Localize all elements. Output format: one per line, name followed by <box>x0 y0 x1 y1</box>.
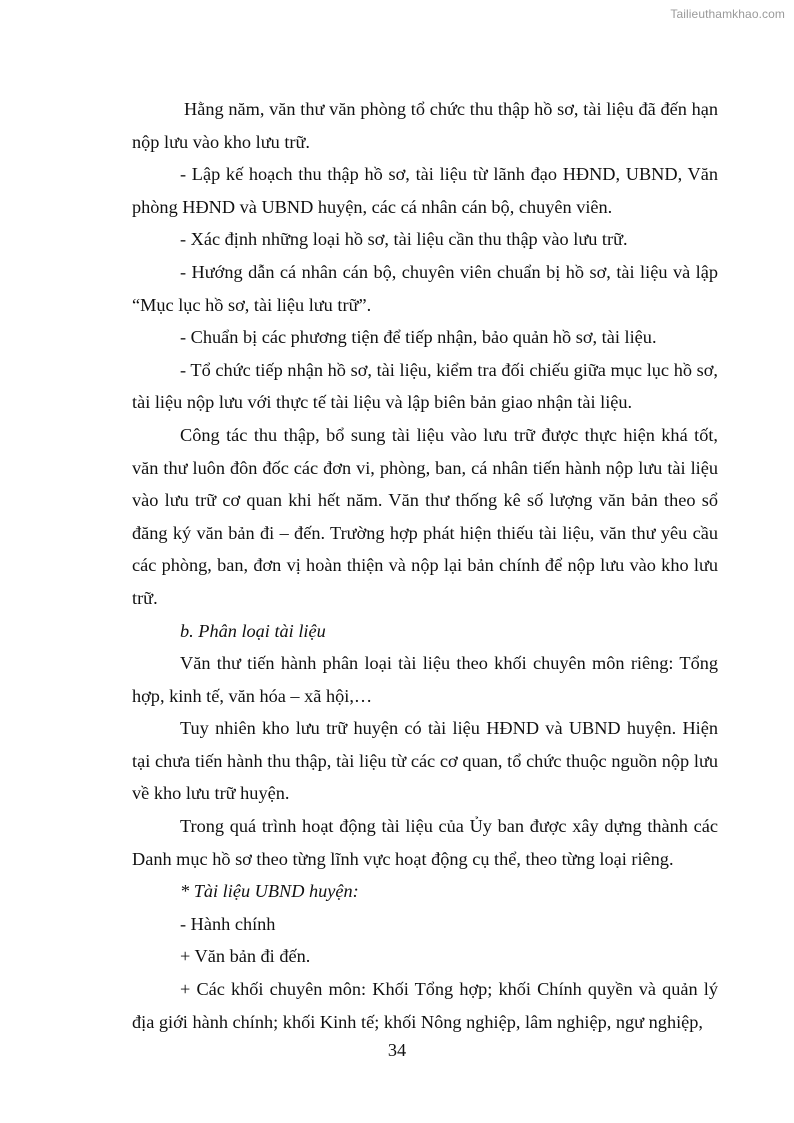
page-body <box>132 93 718 1038</box>
paragraph-bullet-plan: - Lập kế hoạch thu thập hồ sơ, tài liệu từ lãnh đạo HĐND, UBND, Văn phòng HĐND và UBND huyện, các cá nhân cán bộ, chuyên viên. <box>132 164 718 217</box>
paragraph-catalogue: Trong quá trình hoạt động tài liệu của Ủy ban được xây dựng thành các Danh mục hồ sơ theo từng lĩnh vực hoạt động cụ thể, theo từng loại riêng. <box>132 816 718 869</box>
list-item-specialized-blocks: + Các khối chuyên môn: Khối Tổng hợp; khối Chính quyền và quản lý địa giới hành chính; khối Kinh tế; khối Nông nghiệp, lâm nghiệp, ngư nghiệp, <box>132 979 718 1032</box>
list-item-administration: - Hành chính <box>180 913 276 934</box>
subheading-ubnd-documents: * Tài liệu UBND huyện: <box>180 881 359 902</box>
watermark: Tailieuthamkhao.com <box>670 7 785 21</box>
list-item-incoming-outgoing: + Văn bản đi đến. <box>180 946 311 967</box>
paragraph-archive-status: Tuy nhiên kho lưu trữ huyện có tài liệu HĐND và UBND huyện. Hiện tại chưa tiến hành thu thập, tài liệu từ các cơ quan, tổ chức thuộc nguồn nộp lưu về kho lưu trữ huyện. <box>132 718 718 804</box>
paragraph-classification: Văn thư tiến hành phân loại tài liệu theo khối chuyên môn riêng: Tổng hợp, kinh tế, văn hóa – xã hội,… <box>132 653 718 706</box>
paragraph-bullet-guide: - Hướng dẫn cá nhân cán bộ, chuyên viên chuẩn bị hồ sơ, tài liệu và lập “Mục lục hồ sơ, tài liệu lưu trữ”. <box>132 261 718 315</box>
paragraph-collection-work: Công tác thu thập, bổ sung tài liệu vào lưu trữ được thực hiện khá tốt, văn thư luôn đôn đốc các đơn vi, phòng, ban, cá nhân tiến hành nộp lưu tài liệu vào lưu trữ cơ quan khi hết năm. Văn thư thống kê số lượng văn bản theo sổ đăng ký văn bản đi – đến. Trường hợp phát hiện thiếu tài liệu, văn thư yêu cầu các phòng, ban, đơn vị hoàn thiện và nộp lại bản chính để nộp lưu vào kho lưu trữ. <box>132 424 718 608</box>
paragraph-intro: Hằng năm, văn thư văn phòng tổ chức thu thập hồ sơ, tài liệu đã đến hạn nộp lưu vào kho lưu trữ. <box>132 99 718 152</box>
paragraph-bullet-prepare: - Chuẩn bị các phương tiện để tiếp nhận, bảo quản hồ sơ, tài liệu. <box>180 327 657 348</box>
section-heading-classification: b. Phân loại tài liệu <box>180 620 326 641</box>
paragraph-bullet-receive: - Tổ chức tiếp nhận hồ sơ, tài liệu, kiểm tra đối chiếu giữa mục lục hồ sơ, tài liệu nộp lưu với thực tế tài liệu và lập biên bản giao nhận tài liệu. <box>132 359 718 413</box>
paragraph-bullet-identify: - Xác định những loại hồ sơ, tài liệu cần thu thập vào lưu trữ. <box>180 229 628 250</box>
page-number: 34 <box>387 1040 407 1060</box>
